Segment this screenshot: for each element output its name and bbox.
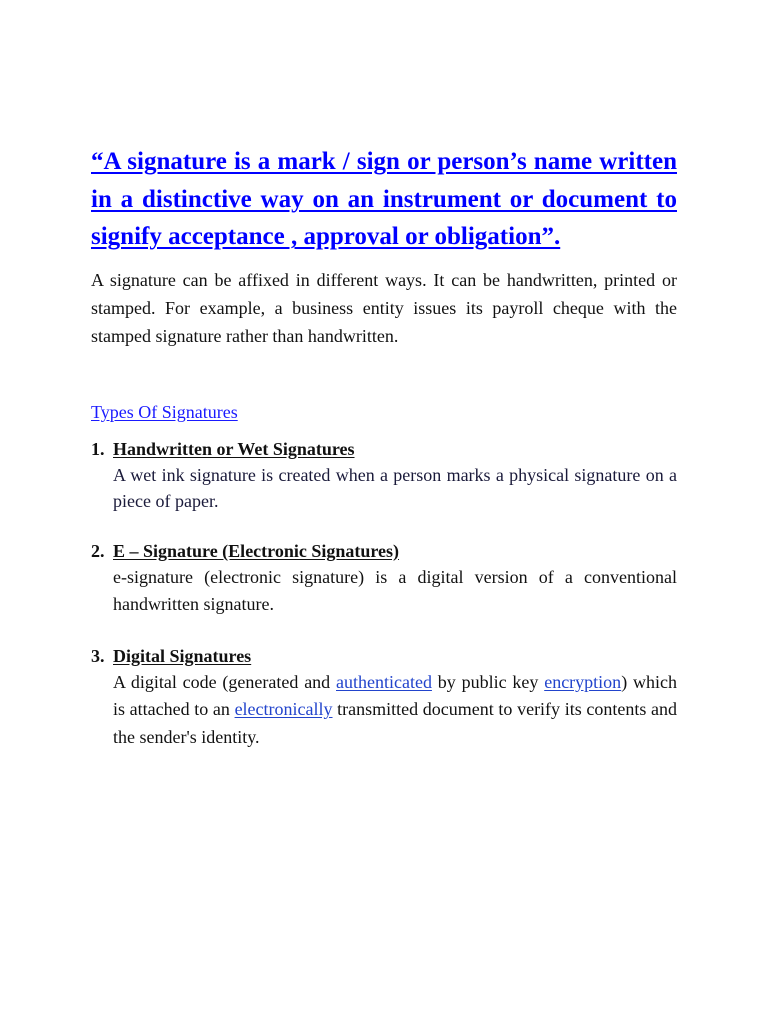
signature-type-item bbox=[91, 436, 677, 514]
item-description bbox=[113, 669, 677, 752]
description-text: by public key bbox=[431, 671, 545, 692]
authenticated-link[interactable]: authenticated bbox=[336, 671, 432, 692]
signature-definition-quote: “A signature is a mark / sign or person’s name written in a distinctive way on an instrument or document to signify acceptance , approval or obligation”. bbox=[91, 148, 677, 250]
description-text: A digital code (generated and bbox=[113, 671, 336, 692]
description-text: transmitted document to verify its contents and the sender's identity. bbox=[113, 699, 677, 747]
item-description: e-signature (electronic signature) is a digital version of a conventional handwritten signature. bbox=[113, 566, 677, 614]
item-title: Handwritten or Wet Signatures bbox=[113, 438, 355, 459]
item-number: 2. bbox=[91, 540, 105, 561]
item-description: A wet ink signature is created when a person marks a physical signature on a piece of paper. bbox=[113, 464, 677, 511]
item-number: 3. bbox=[91, 645, 105, 666]
description-text: ) which is attached to an bbox=[113, 671, 677, 719]
signature-type-item bbox=[91, 643, 677, 752]
item-title: E – Signature (Electronic Signatures) bbox=[113, 540, 400, 561]
document-content bbox=[91, 143, 677, 773]
types-of-signatures-link[interactable]: Types Of Signatures bbox=[91, 401, 238, 422]
signature-type-item bbox=[91, 538, 677, 619]
encryption-link[interactable]: encryption bbox=[544, 671, 622, 692]
item-title: Digital Signatures bbox=[113, 645, 252, 666]
item-number: 1. bbox=[91, 438, 105, 459]
electronically-link[interactable]: electronically bbox=[234, 699, 333, 719]
signature-types-list bbox=[91, 436, 677, 752]
intro-paragraph: A signature can be affixed in different ways. It can be handwritten, printed or stamped. For example, a business entity issues its payroll cheque with the stamped signature rather than handwritten. bbox=[91, 269, 677, 346]
